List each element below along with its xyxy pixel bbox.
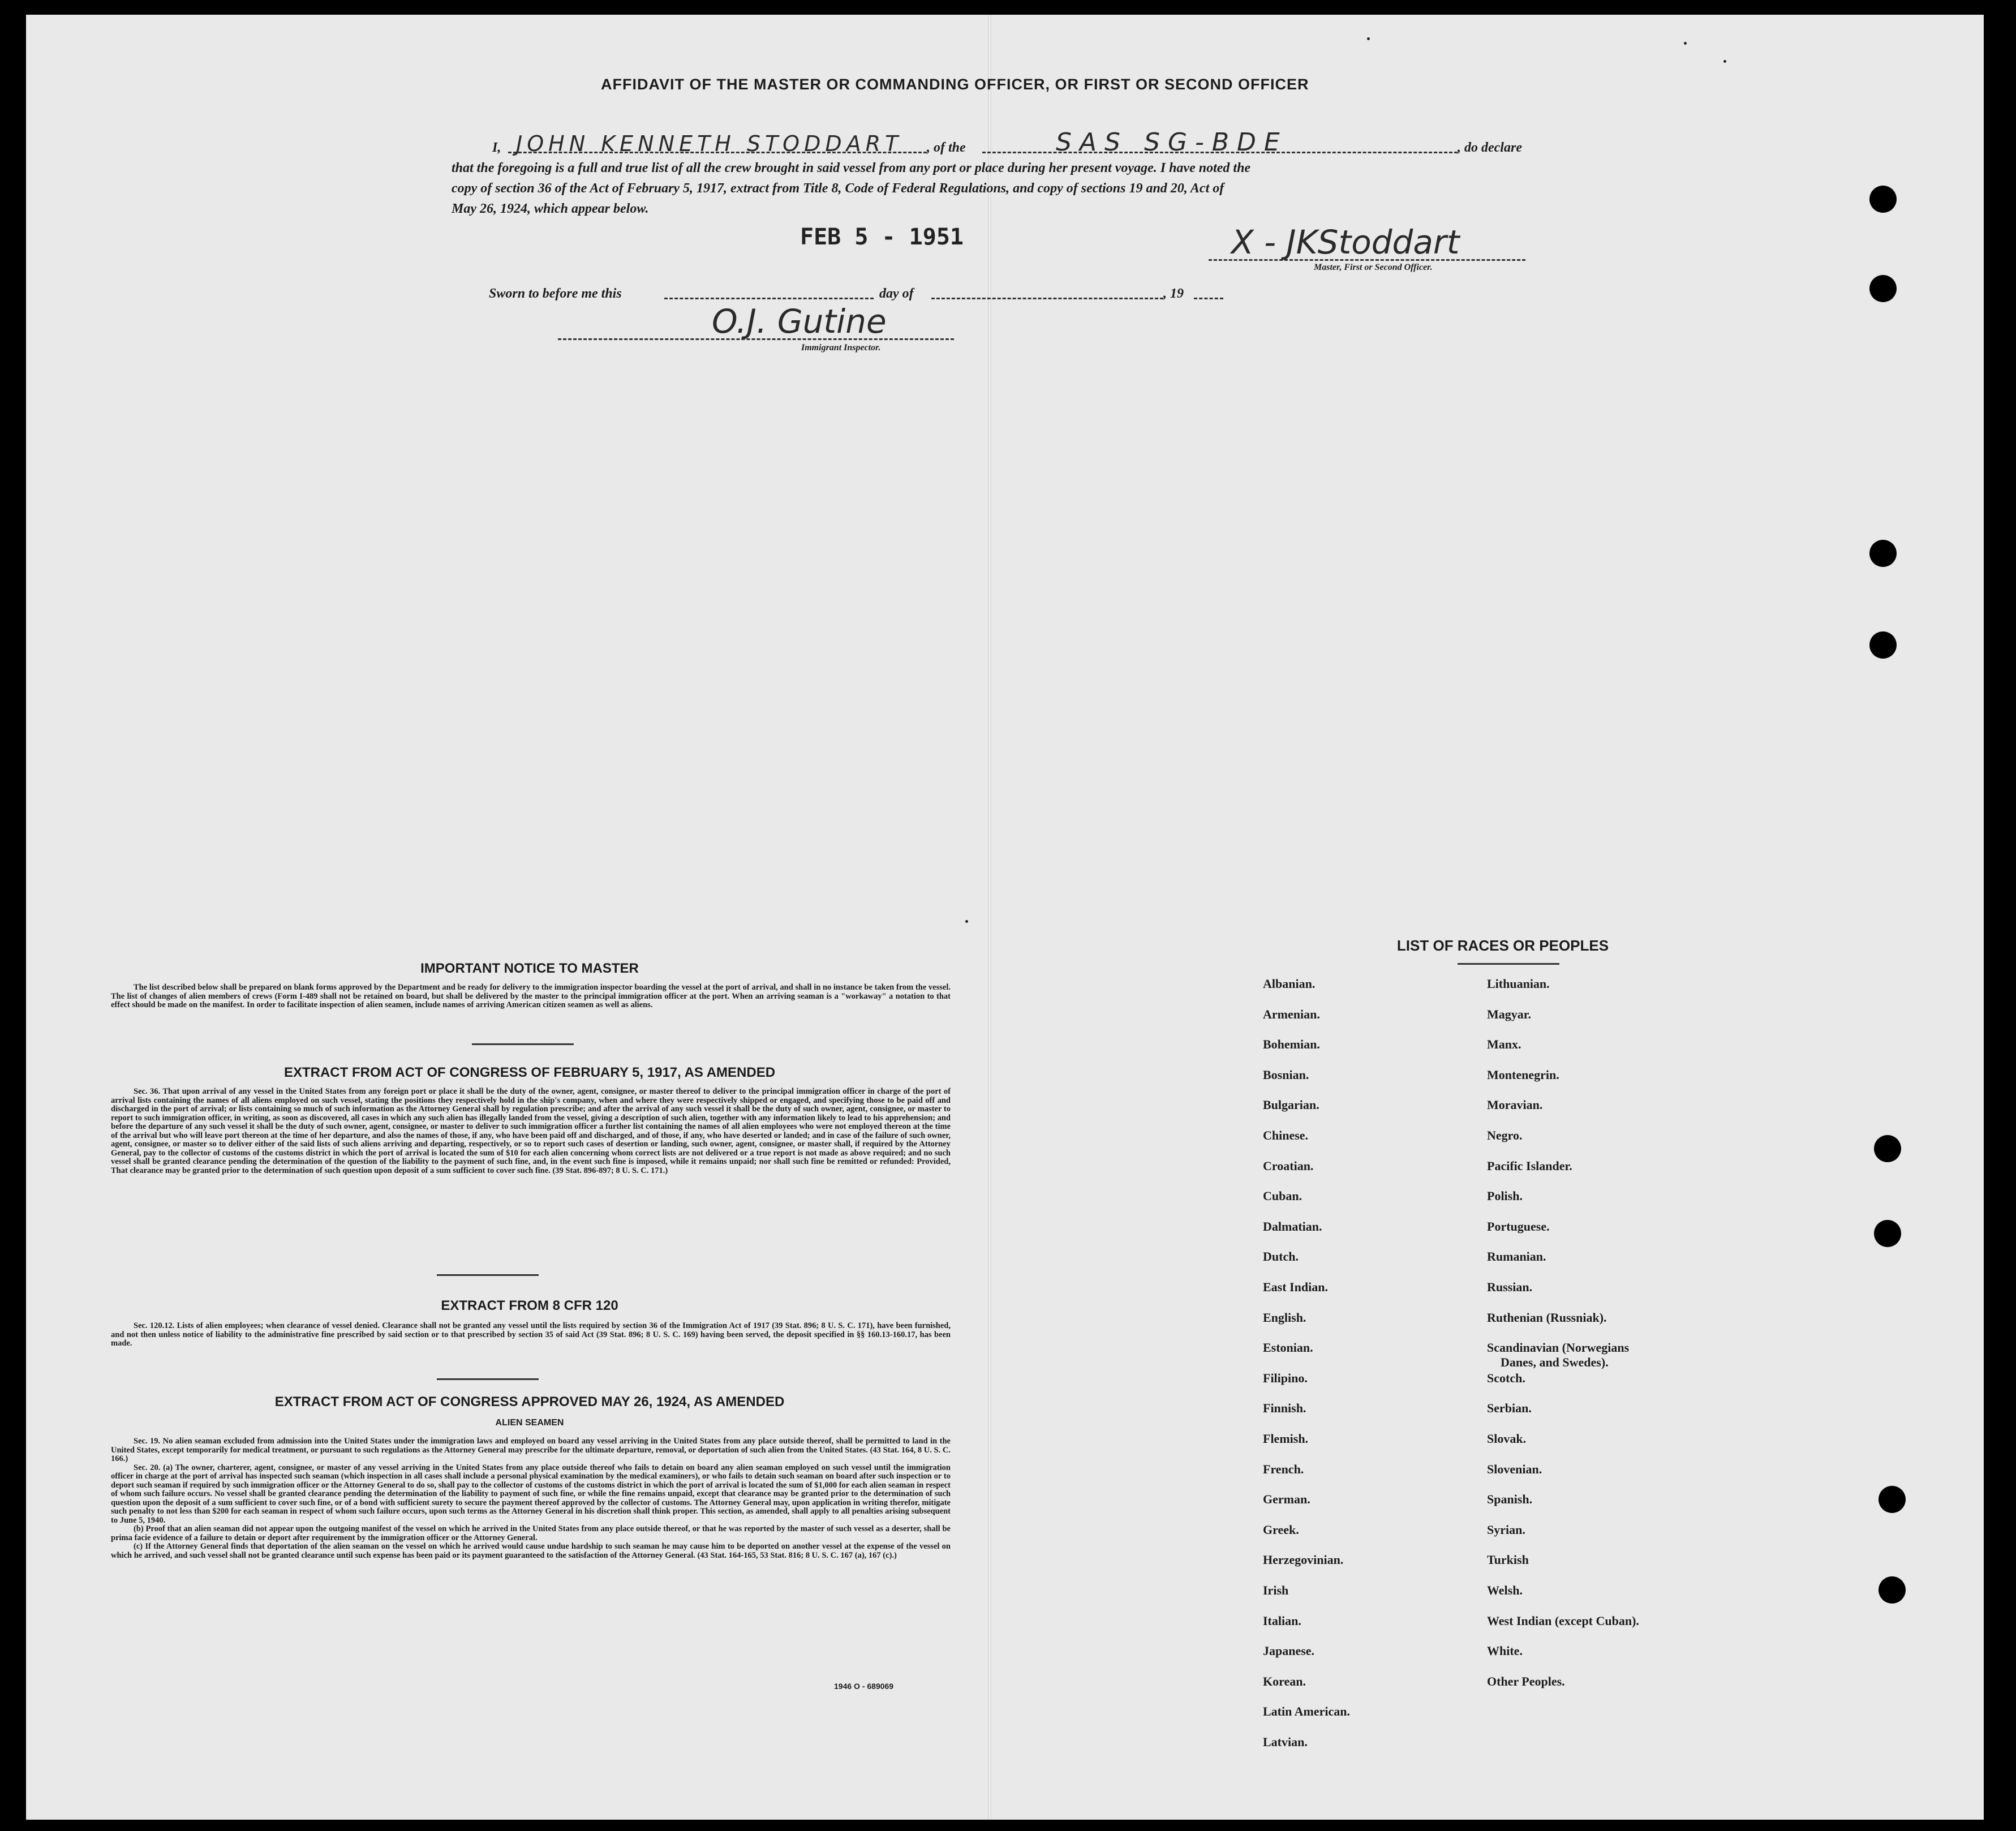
divider	[437, 1378, 539, 1380]
race-item: English.	[1263, 1310, 1306, 1325]
speck	[1367, 37, 1370, 40]
punch-hole	[1869, 631, 1897, 659]
race-item: Negro.	[1487, 1128, 1523, 1142]
punch-hole	[1869, 540, 1897, 567]
notice-body	[111, 983, 951, 1010]
sworn-month-line	[931, 298, 1163, 299]
race-item: Montenegrin.	[1487, 1067, 1559, 1082]
race-item: Slovak.	[1487, 1432, 1527, 1446]
race-item: Latin American.	[1263, 1704, 1350, 1719]
race-item: Dalmatian.	[1263, 1219, 1322, 1233]
punch-hole	[1879, 1576, 1906, 1604]
speck	[1684, 42, 1687, 45]
race-item: Serbian.	[1487, 1401, 1532, 1416]
notice-paragraph: The list described below shall be prepared on blank forms approved by the Department and be ready for delivery to the immigration inspector boarding the vessel at the port of arrival, and shall in no instance be taken from the vessel. The list of changes of alien members of crews (Form I-489 shall not be retained on board, but shall be delivered by the master to the principal immigration officer at the port. When an arriving seaman is a "workaway" a notation to that effect should be made on the manifest. In order to facilitate inspection of alien seamen, include names of arriving American citizen seamen as well as aliens.	[111, 983, 951, 1009]
race-item: Bosnian.	[1263, 1067, 1309, 1082]
race-item: Flemish.	[1263, 1432, 1309, 1446]
race-item: Dutch.	[1263, 1249, 1299, 1264]
race-item: Lithuanian.	[1487, 977, 1550, 991]
race-item: Syrian.	[1487, 1522, 1525, 1537]
affidavit-line-4: May 26, 1924, which appear below.	[452, 201, 649, 216]
race-item: Rumanian.	[1487, 1249, 1546, 1264]
section-120-12-paragraph: Sec. 120.12. Lists of alien employees; when clearance of vessel denied. Clearance shall not be granted any vessel until the lists required by section 36 of the Immigration Act of 1917 (39 Stat. 896; 8 U. S. C. 171), have been furnished, and not then unless notice of liability to the administrative fine prescribed by said section or to that prescribed by section 35 of said Act (39 Stat. 896; 8 U. S. C. 169) having been served, the deposit specified in §§ 160.13-160.17, has been made.	[111, 1321, 951, 1348]
of-the-text: , of the	[927, 140, 966, 155]
race-item: Manx.	[1487, 1037, 1521, 1052]
inspector-signature: O.J. Gutine	[712, 302, 887, 341]
race-item: Moravian.	[1487, 1098, 1543, 1112]
sworn-text: Sworn to before me this	[489, 286, 622, 301]
master-signature: X - JKStoddart	[1231, 223, 1460, 261]
race-item: Italian.	[1263, 1613, 1301, 1628]
extract-1917-title: EXTRACT FROM ACT OF CONGRESS OF FEBRUARY 5, 1917, AS AMENDED	[283, 1065, 776, 1080]
race-item: Japanese.	[1263, 1644, 1315, 1658]
alien-seamen-subtitle: ALIEN SEAMEN	[495, 1418, 564, 1428]
race-item: Danes, and Swedes).	[1501, 1355, 1609, 1370]
divider	[1458, 963, 1559, 965]
race-item: White.	[1487, 1644, 1523, 1658]
sworn-day-line	[664, 298, 874, 299]
race-item: Other Peoples.	[1487, 1674, 1565, 1688]
year-prefix: , 19	[1163, 286, 1184, 301]
extract-1924-body	[111, 1437, 951, 1560]
punch-hole	[1874, 1220, 1901, 1247]
race-item: Scotch.	[1487, 1370, 1525, 1385]
section-19-paragraph: Sec. 19. No alien seaman excluded from admission into the United States under the immigration laws and employed on board any vessel arriving in the United States from any place outside thereof, shall be permitted to land in the United States, except temporarily for medical treatment, or pursuant to such regulations as the Attorney General may prescribe for the ultimate departure, removal, or deportation of such alien from the United States. (43 Stat. 164, 8 U. S. C. 166.)	[111, 1437, 951, 1463]
race-item: West Indian (except Cuban).	[1487, 1613, 1639, 1628]
section-20b-paragraph: (b) Proof that an alien seaman did not appear upon the outgoing manifest of the vessel on which he arrived in the United States from any place outside thereof, or that he was reported by the master of such vessel as a deserter, shall be prima facie evidence of a failure to detain or deport after requirement by the immigration officer or the Attorney General.	[111, 1524, 951, 1542]
race-item: Latvian.	[1263, 1735, 1308, 1749]
affidavit-line-2: that the foregoing is a full and true list of all the crew brought in said vessel from any port or place during her present voyage. I have noted the	[452, 161, 1251, 175]
affidavit-title: AFFIDAVIT OF THE MASTER OR COMMANDING OFFICER, OR FIRST OR SECOND OFFICER	[601, 76, 1309, 93]
section-20a-paragraph: Sec. 20. (a) The owner, charterer, agent, consignee, or master of any vessel arriving in the United States from any place outside thereof who fails to detain on board any alien seaman employed on such vessel until the immigration officer in charge at the port of arrival has inspected such seaman (which inspection in all cases shall include a personal physical examination by the medical examiners), or who fails to detain such seaman on board after such inspection or to deport such seaman if required by such immigration officer or the Attorney General to do so, shall pay to the collector of customs of the customs district in which the port of arrival is located the sum of $1,000 for each alien seaman in respect of whom such failure occurs. No vessel shall be granted clearance pending the determination of the liability to payment of such fine, or while the fine remains unpaid, except that clearance may be granted prior to the determination of such question upon the deposit of a sum sufficient to cover such fine, or of a bond with sufficient surety to secure the payment thereof approved by the collector of customs. The Attorney General may, upon application in writing therefor, mitigate such penalty to not less than $200 for each seaman in respect of whom such failure occurs, upon such terms as the Attorney General in his discretion shall think proper. This section, as amended, shall apply to all penalties arising subsequent to June 5, 1940.	[111, 1463, 951, 1525]
divider	[472, 1043, 574, 1045]
race-item: Bulgarian.	[1263, 1098, 1319, 1112]
do-declare-text: , do declare	[1458, 140, 1522, 155]
race-item: Filipino.	[1263, 1370, 1308, 1385]
speck	[1723, 60, 1726, 63]
race-item: French.	[1263, 1462, 1304, 1476]
race-item: Welsh.	[1487, 1583, 1523, 1597]
race-item: Slovenian.	[1487, 1462, 1542, 1476]
race-item: Polish.	[1487, 1189, 1523, 1204]
speck	[965, 920, 968, 923]
race-item: Ruthenian (Russniak).	[1487, 1310, 1607, 1325]
race-item: Magyar.	[1487, 1007, 1532, 1021]
affidavit-i: I,	[492, 140, 501, 155]
section-20c-paragraph: (c) If the Attorney General finds that deportation of the alien seaman on the vessel on which he arrived would cause undue hardship to such seaman he may cause him to be deported on another vessel at the expense of the vessel on which he arrived, and such vessel shall not be granted clearance until such expense has been paid or its payment guaranteed to the satisfaction of the Attorney General. (43 Stat. 164-165, 53 Stat. 816; 8 U. S. C. 167 (a), 167 (c).)	[111, 1542, 951, 1560]
race-item: German.	[1263, 1492, 1310, 1507]
day-of-text: day of	[879, 286, 914, 301]
race-item: Korean.	[1263, 1674, 1306, 1688]
extract-1924-title: EXTRACT FROM ACT OF CONGRESS APPROVED MAY 26, 1924, AS AMENDED	[274, 1394, 785, 1409]
extract-1917-body	[111, 1088, 951, 1175]
race-item: Cuban.	[1263, 1189, 1303, 1204]
center-fold	[988, 15, 991, 1820]
race-item: Croatian.	[1263, 1158, 1314, 1173]
race-item: Spanish.	[1487, 1492, 1533, 1507]
race-item: Armenian.	[1263, 1007, 1320, 1021]
master-caption: Master, First or Second Officer.	[1314, 263, 1433, 272]
sworn-year-line	[1194, 298, 1223, 299]
punch-hole	[1869, 186, 1897, 213]
punch-hole	[1879, 1486, 1906, 1513]
race-item: Russian.	[1487, 1280, 1533, 1294]
race-item: Albanian.	[1263, 977, 1316, 991]
punch-hole	[1869, 275, 1897, 302]
document-page	[26, 15, 1984, 1820]
race-item: Turkish	[1487, 1553, 1529, 1567]
race-item: Finnish.	[1263, 1401, 1306, 1416]
punch-hole	[1874, 1135, 1901, 1162]
master-name-handwritten: JOHN KENNETH STODDART	[516, 131, 903, 156]
vessel-handwritten: SAS SG-BDE	[1056, 128, 1288, 157]
print-code: 1946 O - 689069	[834, 1682, 894, 1691]
notice-title: IMPORTANT NOTICE TO MASTER	[420, 961, 639, 976]
race-item: Portuguese.	[1487, 1219, 1550, 1233]
races-title: LIST OF RACES OR PEOPLES	[1396, 937, 1609, 954]
race-item: Irish	[1263, 1583, 1289, 1597]
affidavit-line-3: copy of section 36 of the Act of February 5, 1917, extract from Title 8, Code of Federal Regulations, and copy of sections 19 and 20, Act of	[452, 181, 1224, 196]
section-36-paragraph: Sec. 36. That upon arrival of any vessel in the United States from any foreign port or place it shall be the duty of the owner, agent, consignee, or master thereof to deliver to the principal immigration officer in charge of the port of arrival lists containing the names of all aliens employed on such vessel, stating the positions they respectively hold in the ship's company, when and where they were respectively shipped or engaged, and specifying those to be paid off and discharged in the port of arrival; or lists containing so much of such information as the Attorney General shall by regulation prescribe; and after the arrival of any such vessel it shall be the duty of such owner, agent, consignee, or master to report to such immigration officer, in writing, as soon as discovered, all cases in which any such alien has illegally landed from the vessel, giving a description of such alien, together with any information likely to lead to his apprehension; and before the departure of any such vessel it shall be the duty of such owner, agent, consignee, or master to deliver to such immigration officer a further list containing the names of all alien employees who were not employed thereon at the time of the arrival but who will leave port thereon at the time of her departure, and also the names of those, if any, who have been paid off and discharged, and of those, if any, who have deserted or landed; and in case of the failure of such owner, agent, consignee, or master so to deliver either of the said lists of such aliens arriving and departing, respectively, or so to report such cases of desertion or landing, such owner, agent, consignee, or master shall, if required by the Attorney General, pay to the collector of customs of the customs district in which the port of arrival is located the sum of $10 for each alien concerning whom correct lists are not delivered or a true report is not made as above required; and no such vessel shall be granted clearance pending the determination of the question of the liability to the payment of such fine, and, in the event such fine is imposed, while it remains unpaid; nor shall such fine be remitted or refunded: Provided, That clearance may be granted prior to the determination of such question upon deposit of a sum sufficient to cover such fine. (39 Stat. 896-897; 8 U. S. C. 171.)	[111, 1087, 951, 1175]
extract-cfr-title: EXTRACT FROM 8 CFR 120	[441, 1298, 618, 1313]
race-item: Pacific Islander.	[1487, 1158, 1572, 1173]
race-item: Greek.	[1263, 1522, 1299, 1537]
race-item: Scandinavian (Norwegians	[1487, 1340, 1630, 1355]
extract-cfr-body	[111, 1322, 951, 1348]
race-item: Estonian.	[1263, 1340, 1313, 1355]
race-item: East Indian.	[1263, 1280, 1328, 1294]
inspector-caption: Immigrant Inspector.	[801, 343, 881, 353]
divider	[437, 1274, 539, 1276]
race-item: Bohemian.	[1263, 1037, 1320, 1052]
race-item: Chinese.	[1263, 1128, 1309, 1142]
date-stamp: FEB 5 - 1951	[800, 224, 964, 250]
race-item: Herzegovinian.	[1263, 1553, 1344, 1567]
